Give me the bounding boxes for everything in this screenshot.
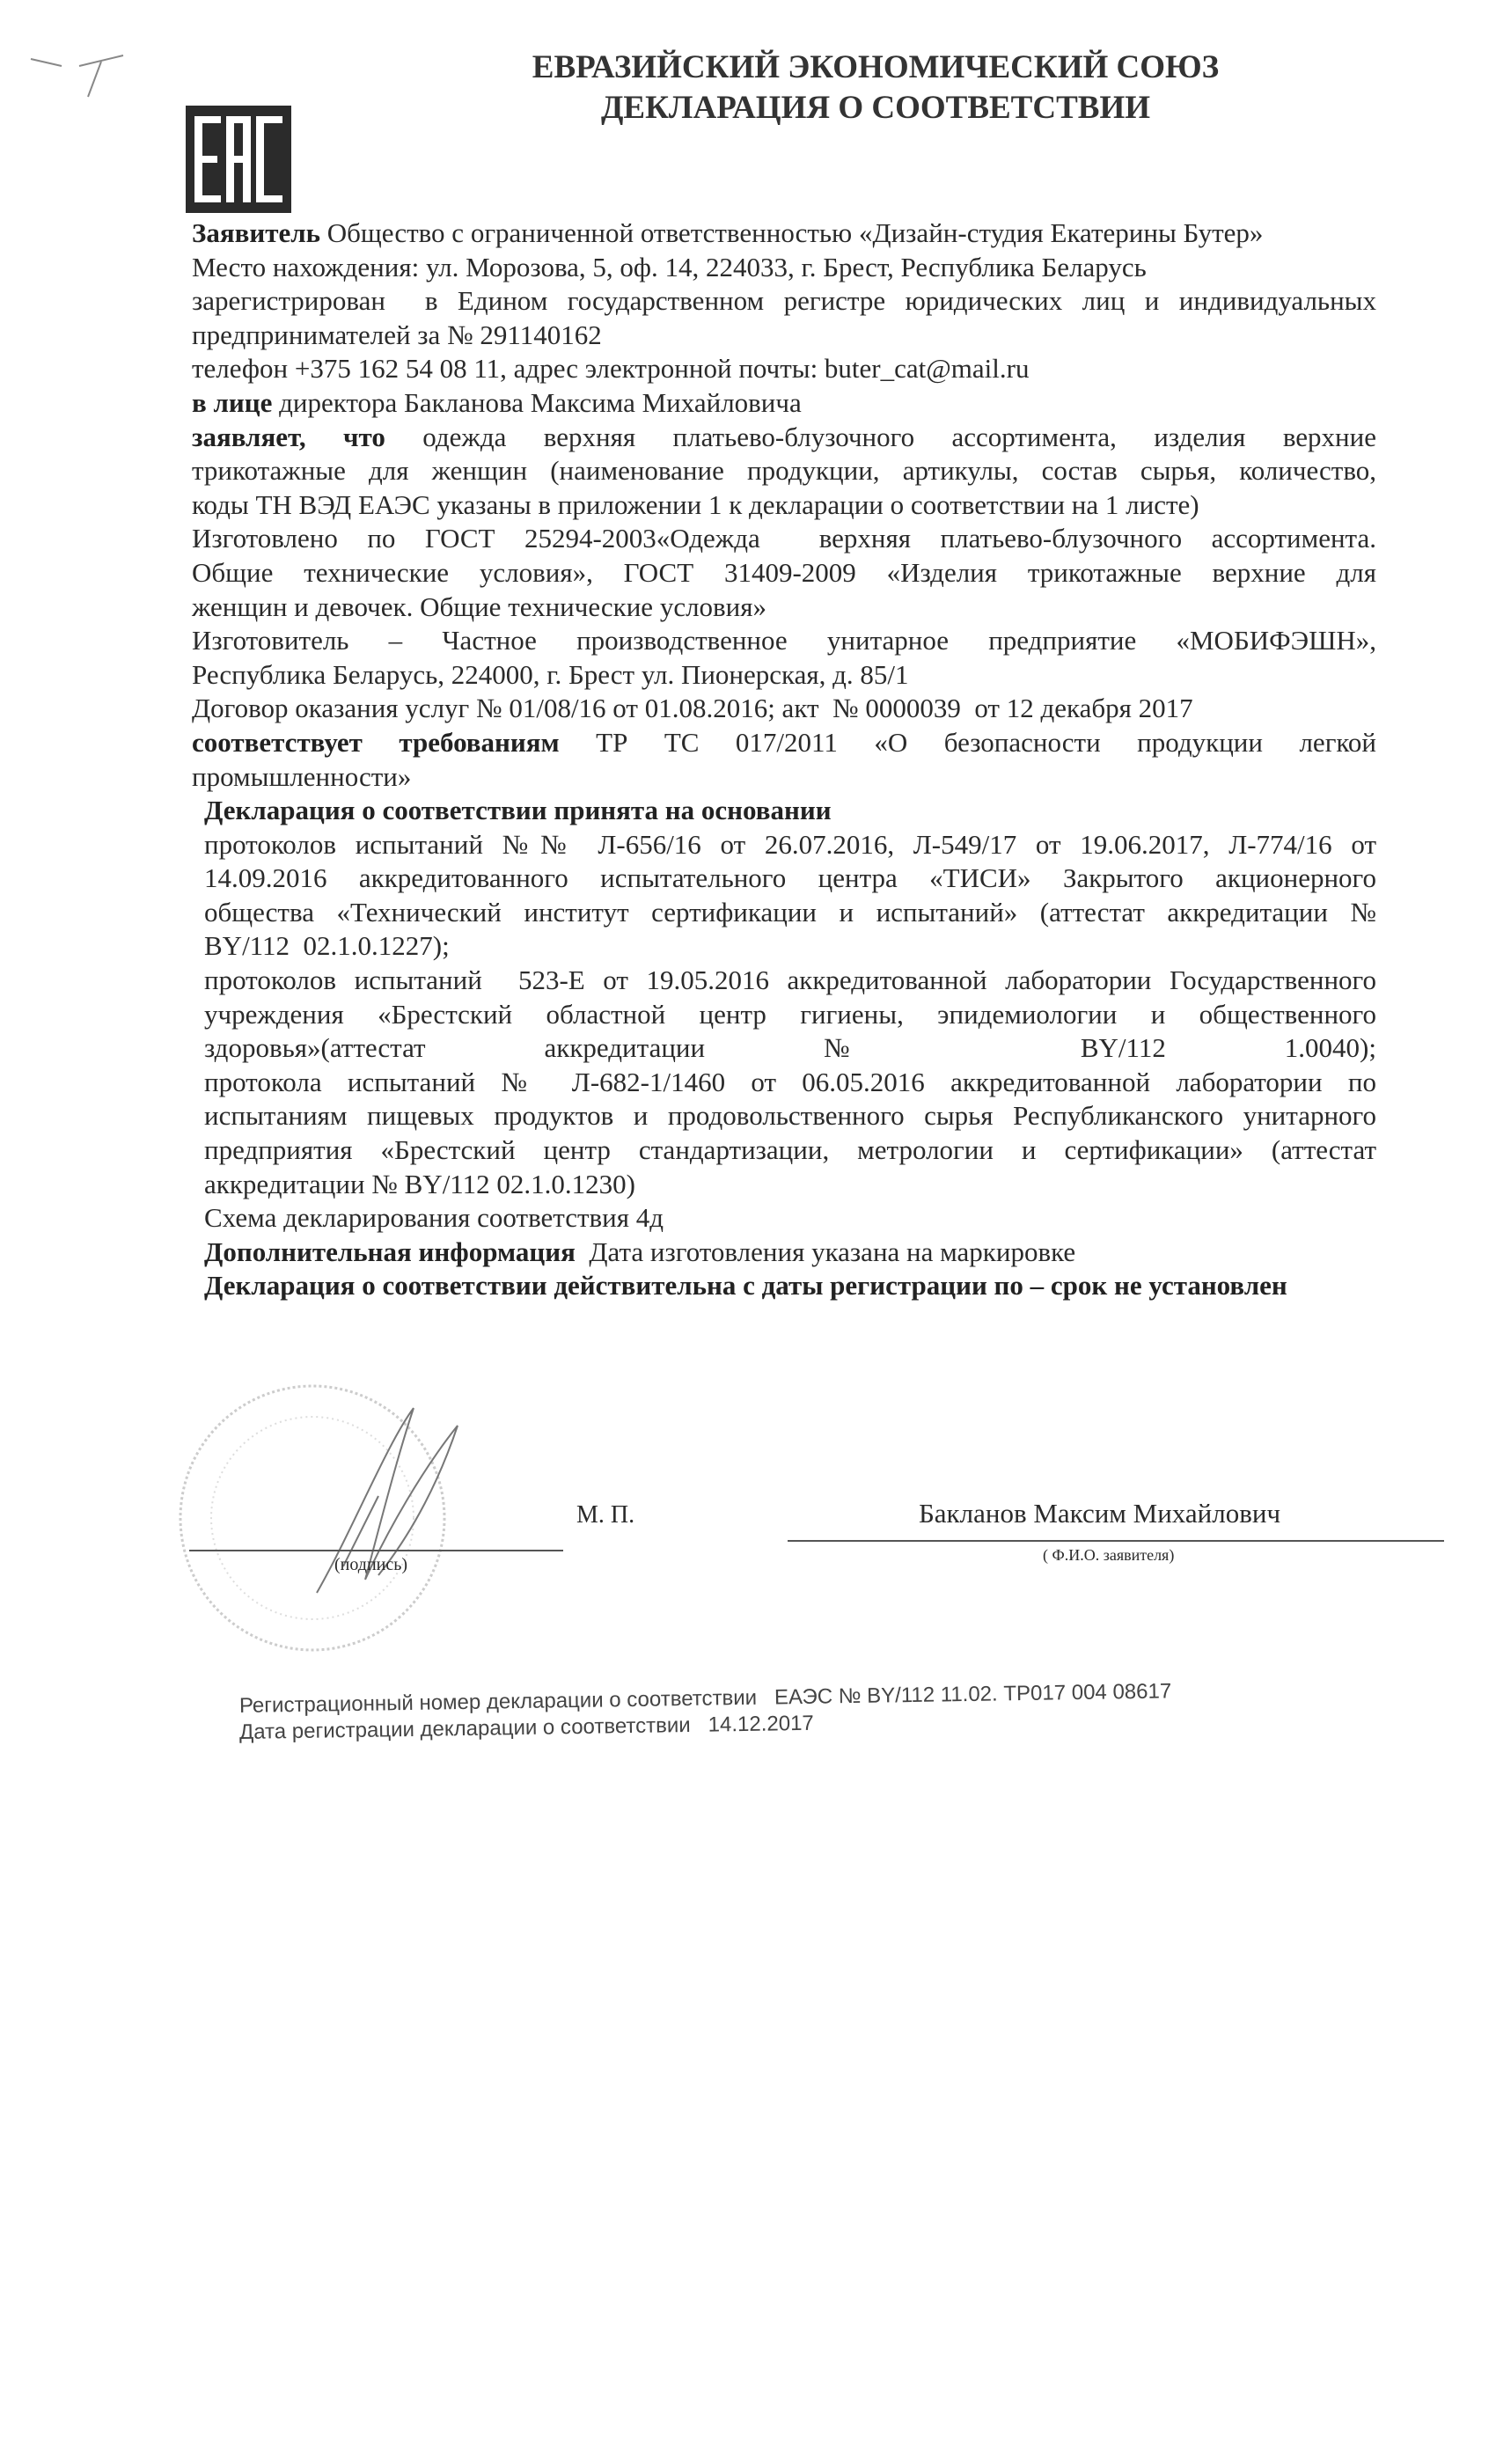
text-line	[192, 1269, 1376, 1303]
text-line	[192, 1031, 1376, 1066]
stamp-place-label: М. П.	[576, 1501, 635, 1529]
line-text: коды ТН ВЭД ЕАЭС указаны в приложении 1 к декларации о соответствии на 1 листе)	[192, 488, 1199, 520]
line-text: Общество с ограниченной ответственностью «Дизайн-студия Екатерины Бутер»	[320, 217, 1264, 248]
text-line	[192, 386, 1376, 421]
text-line	[192, 624, 1376, 658]
line-text: зарегистрирован в Едином государственном регистре юридических лиц и индивидуальных	[192, 285, 1376, 317]
line-text: женщин и девочек. Общие технические условия»	[192, 590, 767, 622]
text-line	[192, 421, 1376, 455]
line-text: предприятия «Брестский центр стандартизации, метрологии и сертификации» (аттестат	[204, 1134, 1376, 1166]
line-text: ТР ТС 017/2011 «О безопасности продукции легкой	[559, 726, 1376, 758]
line-text: общества «Технический институт сертификации и испытаний» (аттестат аккредитации №	[204, 896, 1376, 928]
text-line	[192, 522, 1376, 556]
line-text: Дата изготовления указана на маркировке	[575, 1236, 1076, 1267]
line-text: учреждения «Брестский областной центр гигиены, эпидемиологии и общественного	[204, 998, 1376, 1030]
line-text: протоколов испытаний 523-Е от 19.05.2016 аккредитованной лаборатории Государственного	[204, 964, 1376, 996]
line-text: BY/112 02.1.0.1227);	[204, 930, 450, 962]
line-text: 14.09.2016 аккредитованного испытательного центра «ТИСИ» Закрытого акционерного	[204, 862, 1376, 894]
text-line	[192, 284, 1376, 319]
bold-label: Декларация о соответствии принята на основании	[204, 795, 832, 826]
line-text: Место нахождения: ул. Морозова, 5, оф. 14, 224033, г. Брест, Республика Беларусь	[192, 251, 1147, 282]
line-text: протокола испытаний № Л-682-1/1460 от 06.05.2016 аккредитованной лаборатории по	[204, 1066, 1376, 1097]
union-title: ЕВРАЗИЙСКИЙ ЭКОНОМИЧЕСКИЙ СОЮЗ	[532, 49, 1220, 85]
line-text: Республика Беларусь, 224000, г. Брест ул. Пионерская, д. 85/1	[192, 658, 909, 690]
name-line	[788, 1540, 1444, 1542]
line-text: трикотажные для женщин (наименование продукции, артикулы, состав сырья, количество,	[192, 455, 1376, 487]
bold-label: Декларация о соответствии действительна с даты регистрации по – срок не установлен	[204, 1270, 1287, 1302]
text-line	[192, 454, 1376, 488]
text-line	[192, 726, 1376, 760]
text-line	[192, 929, 1376, 964]
line-text: одежда верхняя платьево-блузочного ассортимента, изделия верхние	[385, 421, 1377, 452]
text-line	[192, 352, 1376, 386]
text-line	[192, 658, 1376, 693]
line-text: Схема декларирования соответствия 4д	[204, 1202, 664, 1234]
line-text: Договор оказания услуг № 01/08/16 от 01.08.2016; акт № 0000039 от 12 декабря 2017	[192, 693, 1193, 724]
bold-label: соответствует требованиям	[192, 726, 560, 758]
line-text: промышленности»	[192, 760, 412, 792]
line-text: здоровья»(аттестат аккредитации № BY/112 1.0040);	[204, 1032, 1376, 1064]
applicant-name: Бакланов Максим Михайлович	[919, 1498, 1281, 1529]
text-line	[192, 794, 1376, 828]
text-line	[192, 1133, 1376, 1168]
text-line	[192, 251, 1376, 285]
line-text: испытаниям пищевых продуктов и продовольственного сырья Республиканского унитарного	[204, 1100, 1376, 1132]
registration-date-value: 14.12.2017	[708, 1711, 814, 1737]
text-line	[192, 964, 1376, 998]
line-text: аккредитации № BY/112 02.1.0.1230)	[204, 1168, 635, 1199]
signature-caption: (подпись)	[334, 1555, 408, 1574]
text-line	[192, 1236, 1376, 1270]
bold-label: в лице	[192, 386, 273, 418]
line-text: Изготовитель – Частное производственное унитарное предприятие «МОБИФЭШН»,	[192, 625, 1376, 656]
registration-date-label: Дата регистрации декларации о соответствии	[238, 1712, 691, 1744]
text-line	[192, 828, 1376, 862]
text-line	[192, 998, 1376, 1032]
line-text: Общие технические условия», ГОСТ 31409-2009 «Изделия трикотажные верхние для	[192, 556, 1376, 588]
line-text: протоколов испытаний №№ Л-656/16 от 26.07.2016, Л-549/17 от 19.06.2017, Л-774/16 от	[204, 828, 1376, 860]
text-line	[192, 692, 1376, 726]
text-line	[192, 556, 1376, 590]
text-line	[192, 319, 1376, 353]
line-text: телефон +375 162 54 08 11, адрес электронной почты: buter_cat@mail.ru	[192, 353, 1030, 385]
text-line	[192, 216, 1376, 251]
text-line	[192, 1168, 1376, 1202]
signature-line	[189, 1550, 563, 1551]
line-text: предпринимателей за № 291140162	[192, 319, 602, 350]
bold-label: Заявитель	[192, 217, 321, 248]
line-text: директора Бакланова Максима Михайловича	[272, 386, 802, 418]
document-title: ДЕКЛАРАЦИЯ О СООТВЕТСТВИИ	[600, 90, 1151, 126]
line-text: Изготовлено по ГОСТ 25294-2003«Одежда верхняя платьево-блузочного ассортимента.	[192, 523, 1376, 554]
declaration-body	[192, 216, 1376, 1303]
text-line	[192, 488, 1376, 523]
bold-label: Дополнительная информация	[204, 1236, 576, 1267]
bold-label: заявляет, что	[192, 421, 385, 452]
registration-number-value: ЕАЭС № BY/112 11.02. ТР017 004 08617	[774, 1679, 1172, 1710]
text-line	[192, 1066, 1376, 1100]
text-line	[192, 862, 1376, 896]
text-line	[192, 896, 1376, 930]
name-caption: ( Ф.И.О. заявителя)	[1043, 1546, 1175, 1564]
registration-number-label: Регистрационный номер декларации о соответствии	[238, 1685, 758, 1718]
text-line	[192, 1201, 1376, 1236]
eac-logo	[186, 106, 291, 213]
text-line	[192, 760, 1376, 795]
text-line	[192, 590, 1376, 625]
text-line	[192, 1099, 1376, 1133]
